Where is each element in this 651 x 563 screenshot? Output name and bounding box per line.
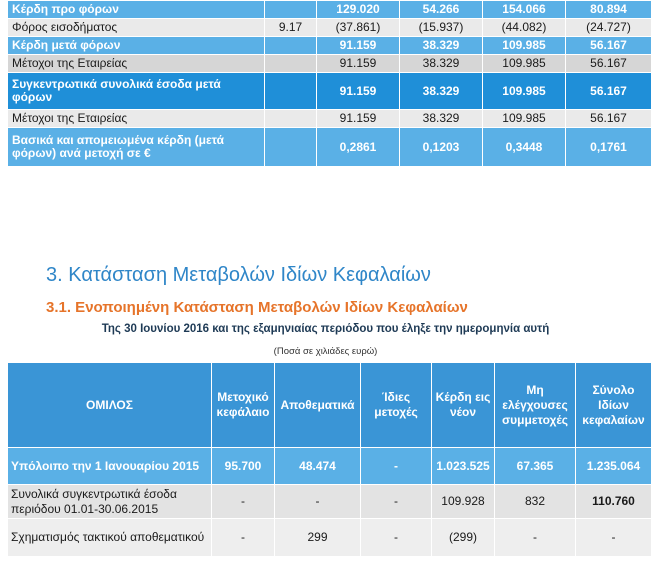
income-row-income-tax bbox=[8, 19, 651, 37]
row-value: (299) bbox=[432, 519, 495, 557]
row-value: 67.365 bbox=[495, 448, 576, 485]
row-value: - bbox=[361, 519, 432, 557]
row-label: Συγκεντρωτικά συνολικά έσοδα μετά φόρων bbox=[8, 73, 265, 110]
row-value: 48.474 bbox=[275, 448, 361, 485]
row-value: - bbox=[361, 485, 432, 519]
row-label: Σχηματισμός τακτικού αποθεματικού bbox=[8, 519, 212, 557]
row-value: 38.329 bbox=[400, 37, 483, 55]
income-statement-table bbox=[7, 0, 651, 167]
row-note bbox=[265, 128, 317, 167]
subsection-title: 3.1. Ενοποιημένη Κατάσταση Μεταβολών Ιδίων Κεφαλαίων bbox=[46, 299, 468, 316]
row-value: 95.700 bbox=[212, 448, 275, 485]
row-value: 109.928 bbox=[432, 485, 495, 519]
row-value: 1.023.525 bbox=[432, 448, 495, 485]
row-note bbox=[265, 1, 317, 19]
row-label: Μέτοχοι της Εταιρείας bbox=[8, 55, 265, 73]
row-label: Φόρος εισοδήματος bbox=[8, 19, 265, 37]
row-value: 154.066 bbox=[483, 1, 566, 19]
row-value: (24.727) bbox=[566, 19, 651, 37]
row-value: 56.167 bbox=[566, 55, 651, 73]
row-value: - bbox=[361, 448, 432, 485]
row-value: - bbox=[212, 519, 275, 557]
row-value: 110.760 bbox=[576, 485, 651, 519]
row-value: 54.266 bbox=[400, 1, 483, 19]
header-non-controlling: Μη ελέγχουσες συμμετοχές bbox=[495, 363, 576, 448]
row-value: 129.020 bbox=[317, 1, 400, 19]
row-value: 0,1761 bbox=[566, 128, 651, 167]
row-value: 91.159 bbox=[317, 110, 400, 128]
row-value: (44.082) bbox=[483, 19, 566, 37]
header-retained-earnings: Κέρδη εις νέον bbox=[432, 363, 495, 448]
header-share-capital: Μετοχικό κεφάλαιο bbox=[212, 363, 275, 448]
income-row-total-comprehensive bbox=[8, 73, 651, 110]
row-note bbox=[265, 37, 317, 55]
row-value: (15.937) bbox=[400, 19, 483, 37]
equity-changes-table bbox=[7, 362, 651, 557]
row-value: 1.235.064 bbox=[576, 448, 651, 485]
row-value: - bbox=[212, 485, 275, 519]
row-value: 299 bbox=[275, 519, 361, 557]
statement-caption: Της 30 Ιουνίου 2016 και της εξαμηνιαίας περιόδου που έληξε την ημερομηνία αυτή bbox=[101, 323, 550, 335]
equity-header-row bbox=[8, 363, 651, 448]
row-value: 109.985 bbox=[483, 55, 566, 73]
income-row-profit-after-tax bbox=[8, 37, 651, 55]
row-value: 0,2861 bbox=[317, 128, 400, 167]
row-label: Κέρδη μετά φόρων bbox=[8, 37, 265, 55]
row-note bbox=[265, 55, 317, 73]
income-row-shareholders bbox=[8, 55, 651, 73]
row-value: - bbox=[275, 485, 361, 519]
equity-row-opening-balance bbox=[8, 448, 651, 485]
row-note bbox=[265, 110, 317, 128]
row-label: Κέρδη προ φόρων bbox=[8, 1, 265, 19]
section-title: 3. Κατάσταση Μεταβολών Ιδίων Κεφαλαίων bbox=[46, 264, 431, 286]
income-row-eps bbox=[8, 128, 651, 167]
row-value: 832 bbox=[495, 485, 576, 519]
header-treasury-shares: Ίδιες μετοχές bbox=[361, 363, 432, 448]
header-reserves: Αποθεματικά bbox=[275, 363, 361, 448]
row-value: 56.167 bbox=[566, 110, 651, 128]
row-label: Συνολικά συγκεντρωτικά έσοδα περιόδου 01.01-30.06.2015 bbox=[8, 485, 212, 519]
row-note bbox=[265, 73, 317, 110]
row-label: Υπόλοιπο την 1 Ιανουαρίου 2015 bbox=[8, 448, 212, 485]
row-value: 109.985 bbox=[483, 110, 566, 128]
row-value: 91.159 bbox=[317, 73, 400, 110]
row-value: - bbox=[495, 519, 576, 557]
row-value: - bbox=[576, 519, 651, 557]
row-value: 56.167 bbox=[566, 73, 651, 110]
row-value: (37.861) bbox=[317, 19, 400, 37]
units-note: (Ποσά σε χιλιάδες ευρώ) bbox=[273, 346, 378, 357]
row-value: 0,1203 bbox=[400, 128, 483, 167]
row-value: 91.159 bbox=[317, 37, 400, 55]
header-group: ΟΜΙΛΟΣ bbox=[8, 363, 212, 448]
row-label: Βασικά και απομειωμένα κέρδη (μετά φόρων) ανά μετοχή σε € bbox=[8, 128, 265, 167]
row-value: 91.159 bbox=[317, 55, 400, 73]
row-value: 38.329 bbox=[400, 110, 483, 128]
row-value: 56.167 bbox=[566, 37, 651, 55]
row-value: 109.985 bbox=[483, 73, 566, 110]
row-value: 38.329 bbox=[400, 55, 483, 73]
row-value: 109.985 bbox=[483, 37, 566, 55]
row-value: 38.329 bbox=[400, 73, 483, 110]
row-label: Μέτοχοι της Εταιρείας bbox=[8, 110, 265, 128]
header-total-equity: Σύνολο Ιδίων κεφαλαίων bbox=[576, 363, 651, 448]
equity-row-comprehensive-income bbox=[8, 485, 651, 519]
income-row-shareholders-2 bbox=[8, 110, 651, 128]
equity-row-legal-reserve bbox=[8, 519, 651, 557]
row-value: 0,3448 bbox=[483, 128, 566, 167]
income-row-profit-before-tax bbox=[8, 1, 651, 19]
row-note: 9.17 bbox=[265, 19, 317, 37]
row-value: 80.894 bbox=[566, 1, 651, 19]
